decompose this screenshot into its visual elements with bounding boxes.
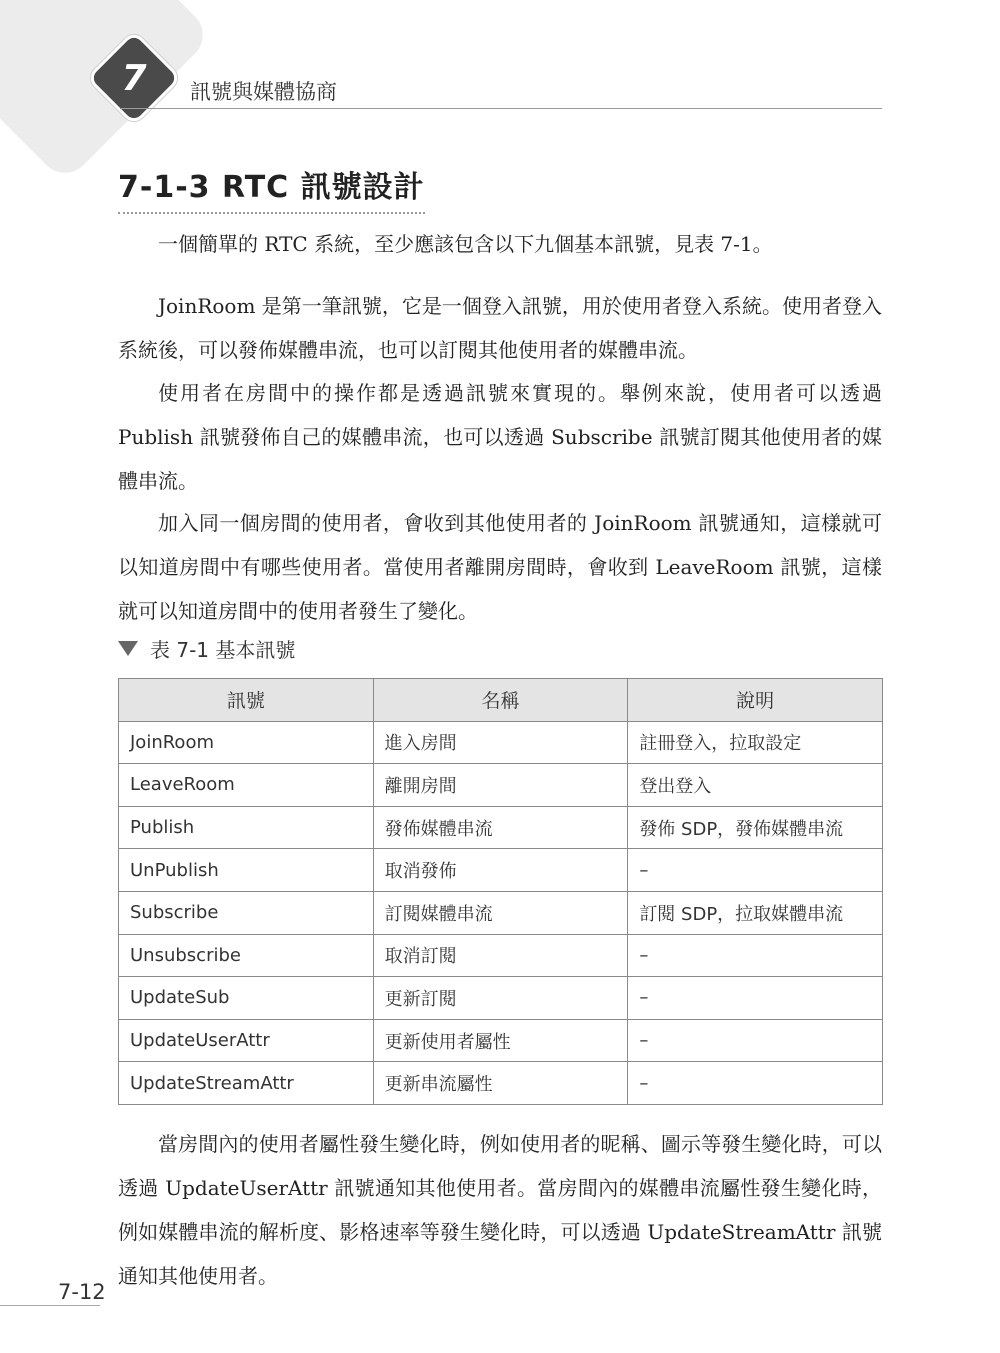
cell-name: 更新訂閱 [373,977,628,1020]
cell-signal: Unsubscribe [119,934,374,977]
triangle-down-icon [118,641,138,656]
table-row [119,721,883,764]
table-row [119,891,883,934]
table-caption-text: 表 7-1 基本訊號 [150,638,296,662]
cell-signal: JoinRoom [119,721,374,764]
cell-name: 進入房間 [373,721,628,764]
cell-description: 註冊登入，拉取設定 [628,721,883,764]
cell-signal: LeaveRoom [119,764,374,807]
cell-signal: UpdateSub [119,977,374,1020]
chapter-title: 訊號與媒體協商 [190,80,337,104]
table-row [119,806,883,849]
cell-name: 離開房間 [373,764,628,807]
cell-description: 登出登入 [628,764,883,807]
header-description: 說明 [628,679,883,722]
table-row [119,1062,883,1105]
paragraph-3: 使用者在房間中的操作都是透過訊號來實現的。舉例來說，使用者可以透過 Publish 訊號發佈自己的媒體串流，也可以透過 Subscribe 訊號訂閱其他使用者的媒體串流。 [118,381,882,493]
cell-name: 取消訂閱 [373,934,628,977]
header-divider [120,108,882,109]
signal-table [118,678,883,1105]
header-signal: 訊號 [119,679,374,722]
table-row [119,1019,883,1062]
page-number: 7-12 [58,1280,106,1304]
table-header-row [119,679,883,722]
cell-description: – [628,1062,883,1105]
paragraph-5: 當房間內的使用者屬性發生變化時，例如使用者的昵稱、圖示等發生變化時，可以透過 UpdateUserAttr 訊號通知其他使用者。當房間內的媒體串流屬性發生變化時，例如媒體串流的解析度、影格速率等發生變化時，可以透過 UpdateStreamAttr 訊號通知其他使用者。 [118,1132,882,1288]
paragraph-4: 加入同一個房間的使用者，會收到其他使用者的 JoinRoom 訊號通知，這樣就可以知道房間中有哪些使用者。當使用者離開房間時，會收到 LeaveRoom 訊號，這樣就可以知道房間中的使用者發生了變化。 [118,511,882,623]
paragraph-2: JoinRoom 是第一筆訊號，它是一個登入訊號，用於使用者登入系統。使用者登入系統後，可以發佈媒體串流，也可以訂閱其他使用者的媒體串流。 [118,294,882,362]
cell-name: 訂閱媒體串流 [373,891,628,934]
cell-signal: UnPublish [119,849,374,892]
chapter-number: 7 [121,57,147,99]
cell-name: 發佈媒體串流 [373,806,628,849]
cell-signal: UpdateStreamAttr [119,1062,374,1105]
cell-signal: Publish [119,806,374,849]
cell-name: 更新串流屬性 [373,1062,628,1105]
cell-description: – [628,849,883,892]
footer-divider [0,1305,100,1306]
cell-name: 取消發佈 [373,849,628,892]
paragraph-1: 一個簡單的 RTC 系統，至少應該包含以下九個基本訊號，見表 7-1。 [158,232,773,256]
table-row [119,849,883,892]
table-row [119,977,883,1020]
cell-description: – [628,977,883,1020]
table-row [119,764,883,807]
cell-signal: UpdateUserAttr [119,1019,374,1062]
cell-description: – [628,934,883,977]
table-caption [118,634,295,663]
table-row [119,934,883,977]
cell-description: 發佈 SDP，發佈媒體串流 [628,806,883,849]
section-heading: 7-1-3 RTC 訊號設計 [118,162,425,214]
cell-signal: Subscribe [119,891,374,934]
cell-name: 更新使用者屬性 [373,1019,628,1062]
cell-description: 訂閱 SDP，拉取媒體串流 [628,891,883,934]
header-name: 名稱 [373,679,628,722]
cell-description: – [628,1019,883,1062]
